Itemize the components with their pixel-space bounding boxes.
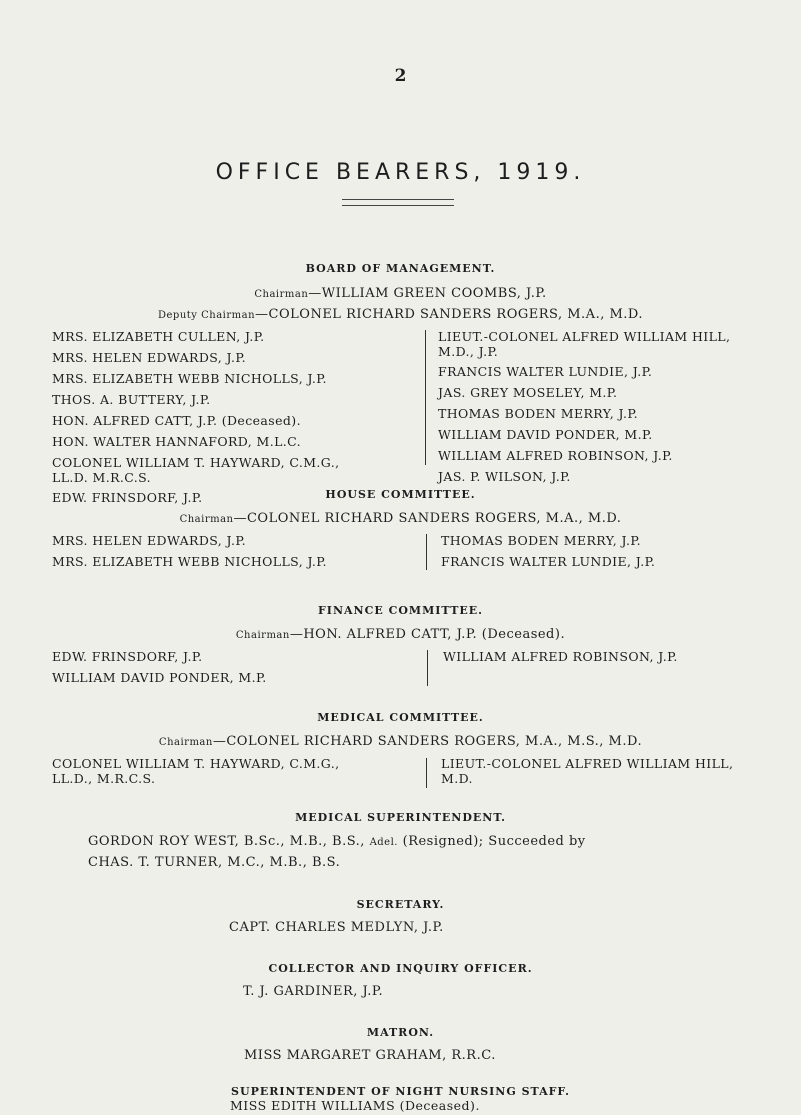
house-member: MRS. ELIZABETH WEBB NICHOLLS, J.P. <box>52 554 327 569</box>
finance-members-left <box>52 646 267 688</box>
board-deputy-chairman <box>0 307 801 322</box>
collector-heading: COLLECTOR AND INQUIRY OFFICER. <box>268 962 533 975</box>
board-member: WILLIAM ALFRED ROBINSON, J.P. <box>438 448 673 463</box>
board-member: FRANCIS WALTER LUNDIE, J.P. <box>438 364 653 379</box>
board-member: WILLIAM DAVID PONDER, M.P. <box>438 427 653 442</box>
house-chairman-label: Chairman <box>179 514 234 525</box>
house-members-left <box>52 530 327 572</box>
board-chairman <box>0 286 801 301</box>
finance-divider <box>427 650 428 686</box>
board-heading: BOARD OF MANAGEMENT. <box>305 262 496 275</box>
board-member: MRS. ELIZABETH WEBB NICHOLLS, J.P. <box>52 371 327 386</box>
medical-heading: MEDICAL COMMITTEE. <box>317 711 484 724</box>
board-member: MRS. ELIZABETH CULLEN, J.P. <box>52 329 265 344</box>
board-divider <box>425 330 426 465</box>
finance-member: WILLIAM ALFRED ROBINSON, J.P. <box>443 649 678 664</box>
house-chairman <box>0 511 801 526</box>
board-member: LIEUT.-COLONEL ALFRED WILLIAM HILL, <box>438 329 731 344</box>
medical-divider <box>426 758 427 788</box>
superintendent-name: GORDON ROY WEST, B.Sc., M.B., B.S., <box>88 834 370 849</box>
finance-heading: FINANCE COMMITTEE. <box>318 604 483 617</box>
board-member: MRS. HELEN EDWARDS, J.P. <box>52 350 246 365</box>
medical-member-cont: M.D. <box>441 771 473 786</box>
board-deputy-name: —COLONEL RICHARD SANDERS ROGERS, M.A., M.D. <box>255 307 643 322</box>
board-member: EDW. FRINSDORF, J.P. <box>52 490 203 505</box>
finance-member: WILLIAM DAVID PONDER, M.P. <box>52 670 267 685</box>
collector-name: T. J. GARDINER, J.P. <box>243 984 384 999</box>
medical-member-cont: LL.D., M.R.C.S. <box>52 771 156 786</box>
board-member: THOMAS BODEN MERRY, J.P. <box>438 406 638 421</box>
page-number: 2 <box>394 66 407 86</box>
finance-chairman <box>0 627 801 642</box>
board-deputy-label: Deputy Chairman <box>158 310 256 321</box>
secretary-heading: SECRETARY. <box>356 898 445 911</box>
finance-chairman-name: —HON. ALFRED CATT, J.P. (Deceased). <box>289 627 566 642</box>
secretary-name: CAPT. CHARLES MEDLYN, J.P. <box>229 920 444 935</box>
superintendent-line-2: CHAS. T. TURNER, M.C., M.B., B.S. <box>88 855 341 870</box>
board-member: COLONEL WILLIAM T. HAYWARD, C.M.G., <box>52 455 340 470</box>
house-member: FRANCIS WALTER LUNDIE, J.P. <box>441 554 656 569</box>
page-title: OFFICE BEARERS, 1919. <box>215 160 586 185</box>
finance-chairman-label: Chairman <box>235 630 290 641</box>
superintendent-line-1 <box>88 834 586 849</box>
board-chairman-name: —WILLIAM GREEN COOMBS, J.P. <box>308 286 547 301</box>
medical-chairman <box>0 734 801 749</box>
board-members-left <box>52 326 339 508</box>
night-heading: SUPERINTENDENT OF NIGHT NURSING STAFF. <box>231 1085 570 1098</box>
house-chairman-name: —COLONEL RICHARD SANDERS ROGERS, M.A., M.D. <box>233 511 622 526</box>
house-divider <box>426 534 427 570</box>
medical-chairman-name: —COLONEL RICHARD SANDERS ROGERS, M.A., M.S., M.D. <box>212 734 643 749</box>
matron-name: MISS MARGARET GRAHAM, R.R.C. <box>244 1048 496 1063</box>
finance-member: EDW. FRINSDORF, J.P. <box>52 649 203 664</box>
board-members-right <box>438 326 730 487</box>
house-member: THOMAS BODEN MERRY, J.P. <box>441 533 641 548</box>
medical-chairman-label: Chairman <box>158 737 213 748</box>
house-member: MRS. HELEN EDWARDS, J.P. <box>52 533 246 548</box>
board-member-cont: M.D., J.P. <box>438 344 499 359</box>
medical-members-right <box>441 756 733 786</box>
matron-heading: MATRON. <box>366 1026 435 1039</box>
medical-members-left <box>52 756 339 786</box>
board-member: HON. WALTER HANNAFORD, M.L.C. <box>52 434 302 449</box>
medical-member: LIEUT.-COLONEL ALFRED WILLIAM HILL, <box>441 756 734 771</box>
board-member: JAS. GREY MOSELEY, M.P. <box>438 385 618 400</box>
board-member: JAS. P. WILSON, J.P. <box>438 469 571 484</box>
house-heading: HOUSE COMMITTEE. <box>325 488 476 501</box>
board-member-cont: LL.D. M.R.C.S. <box>52 470 152 485</box>
superintendent-note: (Resigned); Succeeded by <box>397 834 586 849</box>
title-rule <box>342 199 454 206</box>
house-members-right <box>441 530 655 572</box>
medical-member: COLONEL WILLIAM T. HAYWARD, C.M.G., <box>52 756 340 771</box>
finance-members-right <box>443 646 678 667</box>
superintendent-adel: Adel. <box>369 837 398 848</box>
board-chairman-label: Chairman <box>254 289 309 300</box>
night-name: MISS EDITH WILLIAMS (Deceased). <box>230 1098 480 1113</box>
board-member: HON. ALFRED CATT, J.P. (Deceased). <box>52 413 301 428</box>
superintendent-heading: MEDICAL SUPERINTENDENT. <box>295 811 506 824</box>
board-member: THOS. A. BUTTERY, J.P. <box>52 392 211 407</box>
